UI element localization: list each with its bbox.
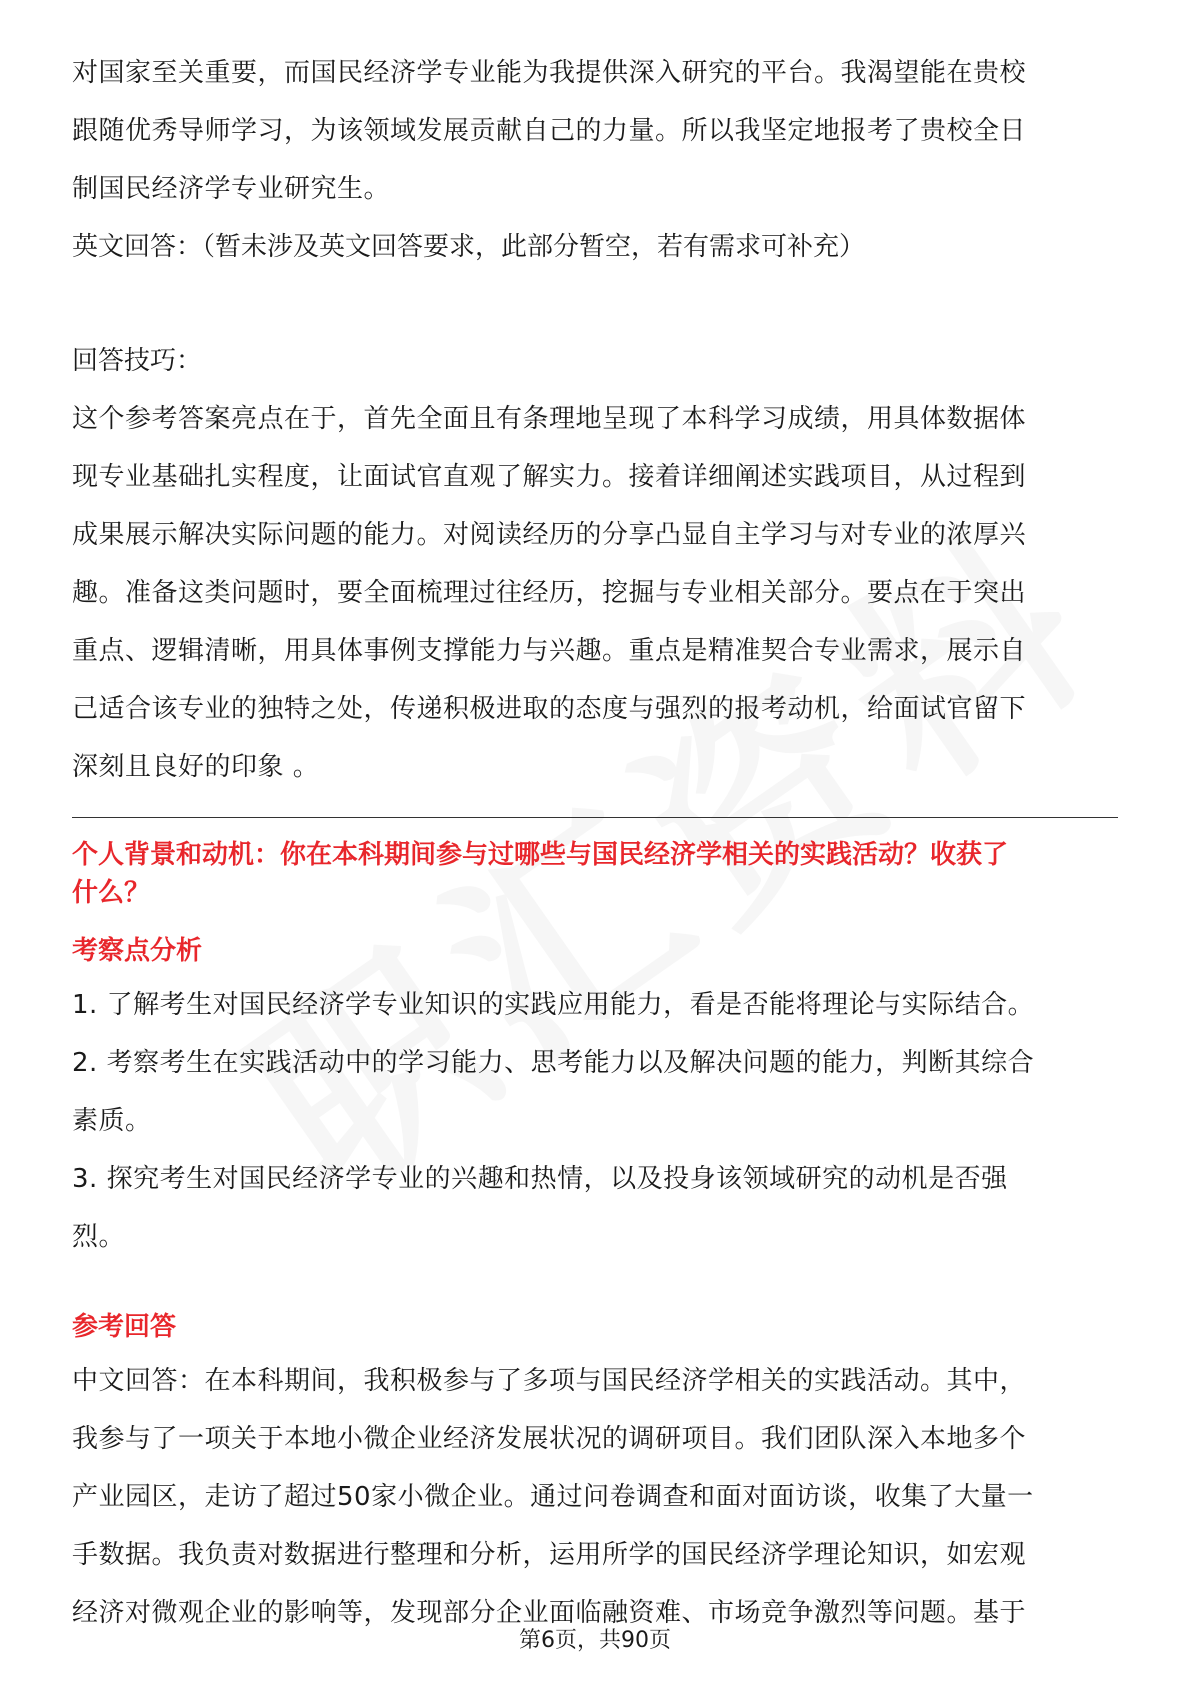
- tips-line: 趣。准备这类问题时，要全面梳理过往经历，挖掘与专业相关部分。要点在于突出: [72, 578, 1027, 608]
- paragraph-line: 对国家至关重要，而国民经济学专业能为我提供深入研究的平台。我渴望能在贵校: [72, 58, 1027, 88]
- reference-line: 手数据。我负责对数据进行整理和分析，运用所学的国民经济学理论知识，如宏观: [72, 1540, 1027, 1570]
- question-line: 个人背景和动机：你在本科期间参与过哪些与国民经济学相关的实践活动？收获了: [72, 840, 1009, 870]
- tips-line: 成果展示解决实际问题的能力。对阅读经历的分享凸显自主学习与对专业的浓厚兴: [72, 520, 1027, 550]
- reference-line: 我参与了一项关于本地小微企业经济发展状况的调研项目。我们团队深入本地多个: [72, 1424, 1027, 1454]
- reference-line: 中文回答：在本科期间，我积极参与了多项与国民经济学相关的实践活动。其中，: [72, 1366, 1027, 1396]
- tips-line: 己适合该专业的独特之处，传递积极进取的态度与强烈的报考动机，给面试官留下: [72, 694, 1027, 724]
- tips-line: 这个参考答案亮点在于，首先全面且有条理地呈现了本科学习成绩，用具体数据体: [72, 404, 1027, 434]
- tips-line: 重点、逻辑清晰，用具体事例支撑能力与兴趣。重点是精准契合专业需求，展示自: [72, 636, 1027, 666]
- analysis-item: 烈。: [72, 1222, 126, 1252]
- reference-line: 产业园区，走访了超过50家小微企业。通过问卷调查和面对面访谈，收集了大量一: [72, 1482, 1034, 1512]
- analysis-list: [72, 976, 1118, 1266]
- analysis-heading: 考察点分析: [72, 936, 203, 966]
- page-number: 第6页，共90页: [519, 1628, 671, 1653]
- english-answer: 英文回答：（暂未涉及英文回答要求，此部分暂空，若有需求可补充）: [72, 232, 866, 262]
- tips-line: 深刻且良好的印象 。: [72, 752, 320, 782]
- analysis-item: 1. 了解考生对国民经济学专业知识的实践应用能力，看是否能将理论与实际结合。: [72, 990, 1035, 1020]
- analysis-item: 2. 考察考生在实践活动中的学习能力、思考能力以及解决问题的能力，判断其综合: [72, 1048, 1035, 1078]
- paragraph-line: 跟随优秀导师学习，为该领域发展贡献自己的力量。所以我坚定地报考了贵校全日: [72, 116, 1027, 146]
- reference-answer: [72, 1352, 1118, 1642]
- analysis-item: 素质。: [72, 1106, 152, 1136]
- analysis-item: 3. 探究考生对国民经济学专业的兴趣和热情，以及投身该领域研究的动机是否强: [72, 1164, 1008, 1194]
- section-divider: [72, 817, 1118, 818]
- paragraph-line: 制国民经济学专业研究生。: [72, 174, 391, 204]
- tips-line: 现专业基础扎实程度，让面试官直观了解实力。接着详细阐述实践项目，从过程到: [72, 462, 1027, 492]
- question-heading: [72, 836, 1118, 912]
- question-line: 什么？: [72, 878, 151, 908]
- reference-line: 经济对微观企业的影响等，发现部分企业面临融资难、市场竞争激烈等问题。基于: [72, 1598, 1027, 1628]
- top-section: [72, 44, 1118, 796]
- reference-heading: 参考回答: [72, 1312, 177, 1342]
- tips-label: 回答技巧：: [72, 346, 203, 376]
